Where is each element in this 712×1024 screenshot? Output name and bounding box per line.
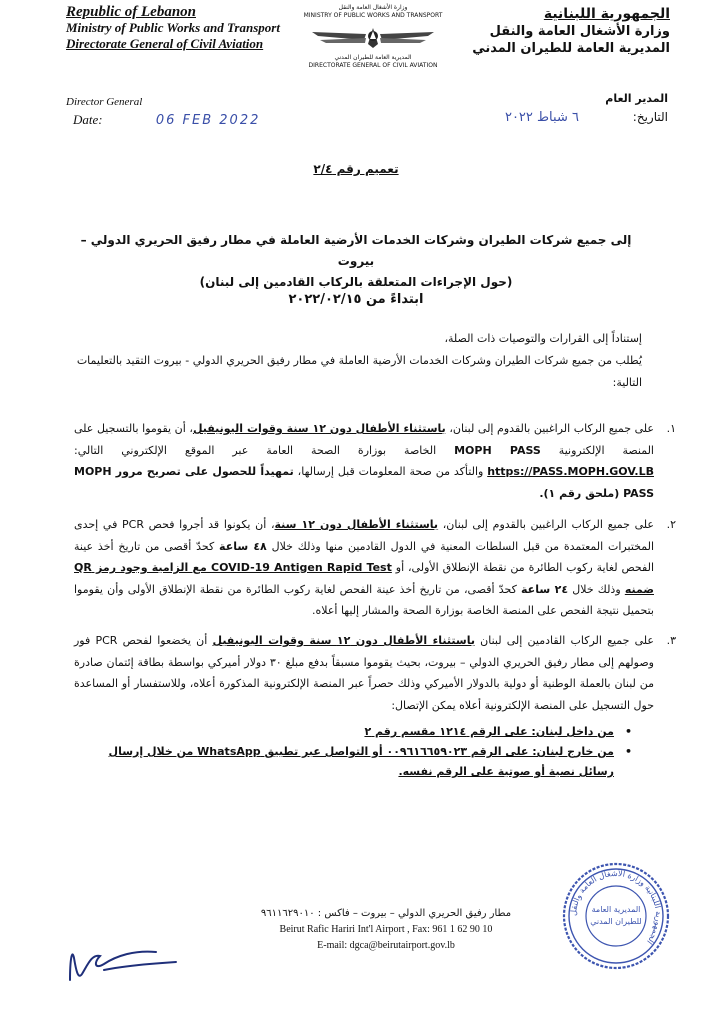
item-text-bold: باستثناء الأطفال دون ١٢ سنة وقوات اليونيفيل <box>212 634 475 647</box>
intro <box>62 328 642 394</box>
addressee-subject: (حول الإجراءات المتعلقة بالركاب القادمين إلى لبنان) <box>199 275 513 289</box>
item-text: على جميع الركاب القادمين إلى لبنان <box>474 634 654 647</box>
moph-pass-link[interactable]: https://PASS.MOPH.GOV.LB <box>487 465 654 478</box>
effective-date: ابتداءً من ٢٠٢٢/٠٢/١٥ <box>288 292 424 307</box>
item-text: كحدّ أقصى، من تاريخ أخذ عينة الفحص لغاية ركوب الطائرة من نقطة الإنطلاق الأولى وأن يقوموا بتحميل نتيجة الفحص على المنصة الخاصة بوزارة الصحة والمشار إليها أعلاه. <box>74 582 654 617</box>
date-label-ar: التاريخ: <box>632 110 668 124</box>
footer-address-en: Beirut Rafic Hariri Int'l Airport , Fax: 961 1 62 90 10 <box>279 924 493 935</box>
country-en: Republic of Lebanon <box>66 4 196 20</box>
director-general-en: Director General <box>66 96 143 108</box>
emblem-top-ar: وزارة الأشغال العامة والنقل <box>338 4 408 11</box>
directorate-en: Directorate General of Civil Aviation <box>66 36 264 51</box>
circular-title: تعميم رقم ٢/٤ <box>313 162 399 176</box>
date-value-en: 06 FEB 2022 <box>155 113 261 128</box>
date-value-ar: ٦ شباط ٢٠٢٢ <box>504 110 579 125</box>
signature-icon <box>64 940 184 990</box>
intro-line: إستناداً إلى القرارات والتوصيات ذات الصلة، <box>444 332 642 345</box>
item-text-bold: COVID-19 Antigen Rapid Test مع الزامية وجود رمز QR ضمنه <box>74 561 654 596</box>
instruction-1 <box>74 418 676 504</box>
ministry-ar: وزارة الأشغال العامة والنقل <box>489 24 670 39</box>
emblem-bottom-en: DIRECTORATE GENERAL OF CIVIL AVIATION <box>308 62 438 69</box>
item-text: على جميع الركاب الراغبين بالقدوم إلى لبنان، <box>445 422 654 435</box>
addressee <box>80 230 632 293</box>
item-number: ٣. <box>666 634 676 647</box>
instruction-3 <box>74 630 676 716</box>
date-en <box>73 112 260 128</box>
letterhead-ar <box>410 6 670 57</box>
list-item: • من خارج لبنان: على الرقم ٠٠٩٦١٦٦٥٩٠٢٣ أو التواصل عبر تطبيق WhatsApp من خلال إرسال رسائل نصية أو صوتية على الرقم نفسه. <box>72 742 632 782</box>
item-number: ١. <box>666 422 676 435</box>
stamp-center-line: المديرية العامة <box>591 905 641 914</box>
instruction-2 <box>74 514 676 622</box>
item-text: ، أن يقوموا بالتسجيل على المنصة الإلكترونية <box>74 422 654 457</box>
item-text: كحدّ أقصى من تاريخ أخذ عينة الفحص لغاية ركوب الطائرة من نقطة الإنطلاق الأولى، أو <box>74 539 654 574</box>
intro-line: يُطلب من جميع شركات الطيران وشركات الخدمات الأرضية العاملة في مطار رفيق الحريري الدولي - بيروت التقيد بالتعليمات التالية: <box>76 354 642 389</box>
moph-pass-label: MOPH PASS <box>454 443 541 457</box>
item-text-bold: تمهيداً للحصول على تصريح مرور MOPH PASS (ملحق رقم ١). <box>74 465 654 500</box>
date-label-en: Date: <box>73 112 103 127</box>
stamp-center-line: للطيران المدني <box>590 917 642 926</box>
footer <box>256 906 516 954</box>
contact-list <box>72 722 632 782</box>
footer-email[interactable]: E-mail: dgca@beirutairport.gov.lb <box>317 940 455 951</box>
item-text: والتأكد من صحة المعلومات قبل إرسالها، <box>293 465 488 478</box>
item-text-bold: باستثناء الأطفال دون ١٢ سنة وقوات اليونيفيل <box>192 422 446 435</box>
item-text: وذلك خلال <box>568 582 625 596</box>
item-text: ، أن يكونوا قد أجروا فحص PCR في إحدى المختبرات المعتمدة من قبل السلطات المعنية في الدول القادمين منها وذلك خلال <box>74 518 655 553</box>
footer-address-ar: مطار رفيق الحريري الدولي – بيروت – فاكس : ٩٦١١٦٢٩٠١٠ <box>260 908 512 919</box>
emblem-top-en: MINISTRY OF PUBLIC WORKS AND TRANSPORT <box>303 12 443 19</box>
item-text: على جميع الركاب الراغبين بالقدوم إلى لبنان، <box>438 518 655 531</box>
stamp-ring-text: الجمهورية اللبنانية وزارة الأشغال العامة والنقل <box>568 868 664 947</box>
emblem-bottom-ar: المديرية العامة للطيران المدني <box>334 54 412 61</box>
official-stamp-icon <box>560 860 672 972</box>
list-item: • من داخل لبنان: على الرقم ١٢١٤ مقسم رقم ٢ <box>72 722 632 742</box>
item-text-bold: باستثناء الأطفال دون ١٢ سنة <box>274 518 439 531</box>
directorate-ar: المديرية العامة للطيران المدني <box>472 41 670 56</box>
addressee-line: إلى جميع شركات الطيران وشركات الخدمات الأرضية العاملة في مطار رفيق الحريري الدولي – بيروت <box>80 233 632 268</box>
date-ar <box>505 110 668 125</box>
item-text-bold: ٢٤ ساعة <box>521 582 569 596</box>
item-text: الخاصة بوزارة الصحة العامة عبر الموقع الإلكتروني التالي: <box>74 443 455 457</box>
item-text-bold: ٤٨ ساعة <box>219 539 267 553</box>
letterhead-en <box>66 4 280 52</box>
item-text: أن يخضعوا لفحص PCR فور وصولهم إلى مطار رفيق الحريري الدولي – بيروت، بحيث يقوموا مسبقاً بدفع مبلغ ٣٠ دولار أميركي بواسطة بطاقة إئتمان صادرة من لبنان بالعملة الوطنية أو دولية بالدولار الأميركي وذلك حصراً عبر المنصة الإلكترونية المذكورة أعلاه، وللاستفسار أو المساعدة حول التسجيل على المنصة الإلكترونية أعلاه يمكن الإتصال: <box>74 634 654 712</box>
ministry-en: Ministry of Public Works and Transport <box>66 20 280 35</box>
director-general-ar: المدير العام <box>605 92 668 105</box>
item-number: ٢. <box>666 518 676 531</box>
country-ar: الجمهورية اللبنانية <box>543 6 670 22</box>
